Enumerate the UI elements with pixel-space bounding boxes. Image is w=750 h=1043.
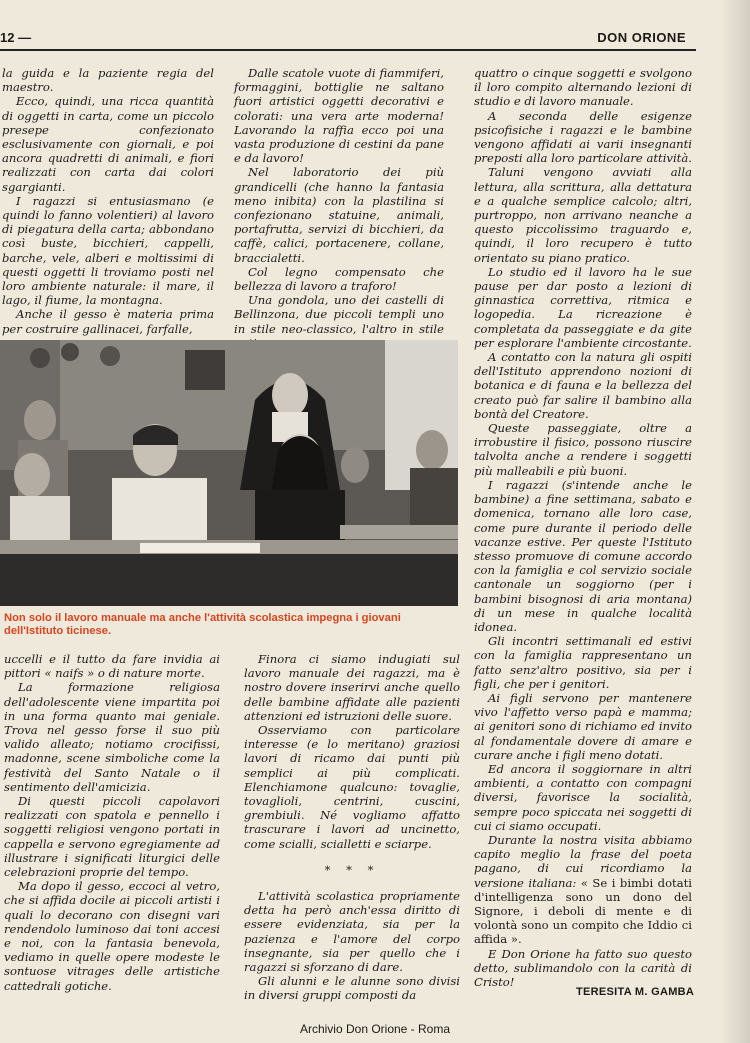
article-column-5 (244, 652, 460, 1032)
paragraph: La formazione religiosa dell'adolescente viene impartita poi in una forma quanto mai geniale. Trova nel gesso forse il suo più valido alleato; notiamo crocifissi, madonne, scene simboliche come la festività del Santo Natale o il sentimento dell'amicizia. (4, 680, 220, 794)
paragraph-text: Durante la nostra visita abbiamo capito meglio la frase del poeta pagano, di cui ricordiamo la versione italiana: (474, 832, 692, 890)
paragraph: Dalle scatole vuote di fiammiferi, formaggini, bottiglie ne saltano fuori artistici oggetti decorativi e colorati: una vera arte moderna! Lavorando la raffia ecco poi una vasta produzione di cestini da pane e da lavoro! (234, 66, 444, 166)
classroom-photo (0, 340, 458, 606)
paragraph: Ma dopo il gesso, eccoci al vetro, che si affida docile ai piccoli artisti i quali lo decorano con disegni vari rendendolo luminoso dai toni accesi e noi, con la fantasia benevola, vediamo in quelle opere modeste le sontuose vitrages delle artistiche cattedrali gotiche. (4, 879, 220, 993)
magazine-title: DON ORIONE (597, 30, 686, 45)
photo-caption: Non solo il lavoro manuale ma anche l'attività scolastica impegna i giovani dell'Istituto ticinese. (4, 612, 401, 637)
paragraph: A seconda delle esigenze psicofisiche i ragazzi e le bambine vengono affidati ai varii insegnanti preposti alla loro particolare attività. (474, 108, 692, 166)
article-column-1 (2, 66, 214, 334)
paragraph: A contatto con la natura gli ospiti dell'Istituto apprendono nozioni di botanica e di fauna e la bellezza del creato può far salire il bambino alla bontà del Creatore. (474, 350, 692, 421)
paragraph: Nel laboratorio dei più grandicelli (che hanno la fantasia meno inibita) con la plastilina si confezionano statuine, animali, portafrutta, servizi di bicchieri, da caffè, calici, portacenere, collane, braccialetti. (234, 165, 444, 265)
paragraph: uccelli e il tutto da fare invidia ai pittori « naifs » o di nature morte. (4, 652, 220, 681)
paragraph: Una gondola, uno dei castelli di Bellinzona, due piccoli templi uno in stile neo-classico, l'altro in stile (234, 293, 444, 336)
scan-shadow (720, 0, 750, 1043)
paragraph: la guida e la paziente regia del maestro. (2, 66, 214, 95)
header-divider (0, 49, 696, 51)
page-number: 12 — (0, 30, 32, 45)
paragraph: Anche il gesso è materia prima per costruire gallinacei, farfalle, (2, 307, 214, 336)
article-column-2 (234, 66, 444, 334)
paragraph: I ragazzi si entusiasmano (e quindi lo fanno volentieri) al lavoro di piegatura della carta; abbondano così buste, bicchieri, cappelli, barche, vele, alberi e moltissimi di questi oggetti li troviamo posti nel loro ambiente naturale: il mare, il lago, il fiume, la montagna. (2, 193, 214, 308)
archive-footer: Archivio Don Orione - Roma (299, 1022, 451, 1036)
paragraph: E Don Orione ha fatto suo questo detto, sublimandolo con la carità di Cristo! (474, 946, 692, 989)
paragraph: Finora ci siamo indugiati sul lavoro manuale dei ragazzi, ma è nostro dovere inserirvi anche quello delle bambine affidate alle pazienti attenzioni ed istruzioni delle suore. (244, 652, 460, 723)
page-header (0, 28, 700, 48)
paragraph: Gli alunni e le alunne sono divisi in diversi gruppi composti da (244, 974, 460, 1003)
paragraph: Lo studio ed il lavoro ha le sue pause per dar posto a lezioni di ginnastica correttiva, ritmica e logopedia. La ricreazione è completata da passeggiate e da gite per esplorare l'ambiente circostante. (474, 264, 692, 350)
paragraph: Di questi piccoli capolavori realizzati con spatola e pennello i soggetti religiosi vengono portati in cappella e servono egregiamente ad illustrare i significati liturgici delle celebrazioni proprie del tempo. (4, 794, 220, 880)
article-column-3 (474, 66, 692, 1024)
paragraph: Gli incontri settimanali ed estivi con la famiglia rappresentano un fatto senz'altro positivo, sia per i figli, che per i genitori. (474, 634, 692, 691)
paragraph (474, 833, 692, 947)
paragraph: Osserviamo con particolare interesse (e lo meritano) graziosi lavori di ricamo dai punti più semplici ai più complicati. Elenchiamone qualcuno: tovaglie, tovaglioli, centrini, cuscini, grembiuli. Né vogliamo affatto trascurare i lavori ad uncinetto, come scialli, scialletti e sciarpe. (244, 723, 460, 851)
photo-illustration (0, 340, 458, 606)
paragraph: Ecco, quindi, una ricca quantità di oggetti in carta, come un piccolo presepe confezionato esclusivamente con giornali, e poi ancora quadretti di animali, e fiori realizzati con carta dai colori sgargianti. (2, 94, 214, 194)
section-separator: * * * (324, 862, 380, 877)
paragraph: I ragazzi (s'intende anche le bambine) a fine settimana, sabato e domenica, tornano alle loro case, come pure durante il periodo delle vacanze estive. Per queste l'Istituto stesso promuove di comune accordo con la famiglia e col servizio sociale cantonale un soggiorno (per i bambini bisognosi di aria montana) di un mese in qualche località idonea. (474, 477, 692, 634)
paragraph: L'attività scolastica propriamente detta ha però anch'essa diritto di essere evidenziata, sia per la pazienza e l'amore del corpo insegnante, sia per quello che i ragazzi si sforzano di dare. (244, 889, 460, 975)
paragraph: Queste passeggiate, oltre a irrobustire il fisico, possono riuscire talvolta anche a rendere i soggetti più malleabili e più buoni. (474, 421, 692, 478)
poet-quote: « Se i bimbi dotati d'intelligenza sono un dono del Signore, i deboli di mente e di volontà sono un compito che Iddio ci affida ». (474, 875, 692, 947)
paragraph: Taluni vengono avviati alla lettura, alla scrittura, alla dettatura e a qualche semplice calcolo; altri, purtroppo, non arrivano neanche a questo piccolissimo traguardo e, quindi, il loro recupero è tutto orientato su piano pratico. (474, 165, 692, 265)
article-column-4 (4, 652, 220, 1032)
paragraph: Ed ancora il soggiornare in altri ambienti, a contatto con compagni diversi, favorisce la socialità, sempre poco spiccata nei soggetti di cui ci siamo occupati. (474, 761, 692, 833)
paragraph: Ai figli servono per mantenere vivo l'affetto verso papà e mamma; ai genitori sono di richiamo ed invito al fondamentale dovere di amare e curare anche i figli meno dotati. (474, 690, 692, 762)
author-signature: TERESITA M. GAMBA (576, 986, 695, 998)
paragraph: Col legno compensato che bellezza di lavoro a traforo! (234, 264, 444, 294)
paragraph: quattro o cinque soggetti e svolgono il loro compito alternando lezioni di studio e di lavoro manuale. (474, 66, 692, 109)
